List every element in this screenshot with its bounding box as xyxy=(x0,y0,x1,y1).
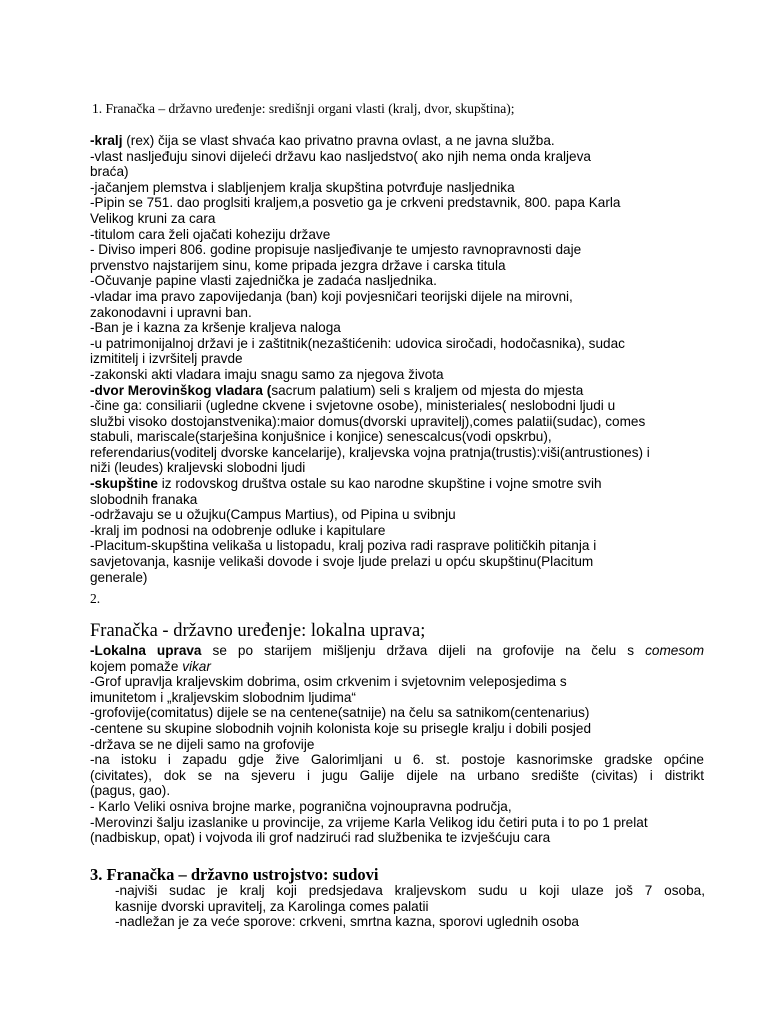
text-line xyxy=(115,883,705,899)
line-text: (pagus, gao). xyxy=(90,783,171,799)
text-line xyxy=(90,383,690,399)
text-line xyxy=(90,737,704,753)
line-text: savjetovanja, kasnije velikaši dovode i svoje ljude prelazi u opću skupštinu(Placitum xyxy=(90,554,594,570)
text-line xyxy=(90,336,690,352)
text-line xyxy=(90,705,704,721)
text-line xyxy=(90,133,690,149)
line-text: -održavaju se u ožujku(Campus Martius), od Pipina u svibnju xyxy=(90,507,456,523)
text-line xyxy=(90,799,704,815)
text-line xyxy=(90,659,704,675)
line-text: imunitetom i „kraljevskim slobodnim ljudima“ xyxy=(90,689,356,705)
line-text: -u patrimonijalnoj državi je i zaštitnik(nezaštićenih: udovica siročadi, hodočasnika), sudac xyxy=(90,335,625,351)
line-text: -Placitum-skupština velikaša u listopadu, kralj poziva radi rasprave političkih pitanja i xyxy=(90,538,597,554)
text-line xyxy=(90,523,690,539)
text-line xyxy=(115,914,705,930)
text-line xyxy=(90,289,690,305)
line-text: slobodnih franaka xyxy=(90,491,198,507)
text-line xyxy=(90,554,690,570)
text-line xyxy=(90,690,704,706)
text-line xyxy=(90,815,704,831)
line-text: referendarius(voditelj dvorske kancelarije), kraljevska vojna pratnja(trustis):viši(antrustiones) i xyxy=(90,444,650,460)
section-2-heading: Franačka - državno uređenje: lokalna uprava; xyxy=(90,621,426,641)
line-text: prvenstvo najstarijem sinu, kome pripada jezgra države i carska titula xyxy=(90,257,506,273)
bold-term: -kralj xyxy=(90,133,123,148)
line-text: -vlast nasljeđuju sinovi dijeleći državu kao nasljedstvo( ako njih nema onda kraljeva xyxy=(90,148,591,164)
line-text: -Ban je i kazna za kršenje kraljeva naloga xyxy=(90,320,341,336)
line-text: Velikog kruni za cara xyxy=(90,210,216,226)
line-text: -vladar ima pravo zapovijedanja (ban) koji povjesničari teorijski dijele na mirovni, xyxy=(90,288,573,304)
text-line xyxy=(90,211,690,227)
line-text: iz rodovskog društva ostale su kao narodne skupštine i vojne smotre svih xyxy=(157,476,602,492)
text-line xyxy=(90,367,690,383)
text-line xyxy=(115,899,705,915)
text-line xyxy=(90,570,690,586)
line-text: -zakonski akti vladara imaju snagu samo za njegova života xyxy=(90,366,444,382)
text-line xyxy=(90,674,704,690)
text-line xyxy=(90,783,704,799)
text-line xyxy=(90,149,690,165)
text-line xyxy=(90,752,704,768)
line-text: se po starijem mišljenju država dijeli na grofovije na čelu s xyxy=(201,643,646,658)
line-text: službi visoko dostojanstvenika):maior domus(dvorski upravitelj),comes palatii(sudac), comes xyxy=(90,413,646,429)
text-line xyxy=(90,180,690,196)
line-text: -grofovije(comitatus) dijele se na centene(satnije) na čelu sa satnikom(centenarius) xyxy=(90,705,590,721)
line-text: -Grof upravlja kraljevskim dobrima, osim crkvenim i svjetovnim veleposjedima s xyxy=(90,674,567,690)
line-text: (rex) čija se vlast shvaća kao privatno pravna ovlast, a ne javna služba. xyxy=(122,133,555,148)
text-line xyxy=(90,429,690,445)
text-line xyxy=(90,351,690,367)
section-2-body xyxy=(90,643,704,846)
text-line xyxy=(90,476,690,492)
line-text: sacrum palatium) seli s kraljem od mjesta do mjesta xyxy=(271,382,584,398)
line-text: zakonodavni i upravni ban. xyxy=(90,304,252,320)
italic-term: vikar xyxy=(182,658,211,674)
text-line xyxy=(90,492,690,508)
line-text: -na istoku i zapadu gdje žive Galorimljani u 6. st. postoje kasnorimske gradske općine xyxy=(90,752,704,768)
text-line xyxy=(90,242,690,258)
line-text: -Pipin se 751. dao proglsiti kraljem,a posvetio ga je crkveni predstavnik, 800. papa Karla xyxy=(90,195,621,211)
section-3-body xyxy=(115,883,705,930)
line-text: -Merovinzi šalju izaslanike u provincije, za vrijeme Karla Velikog idu četiri puta i to po 1 prelat xyxy=(90,814,648,830)
line-text: -centene su skupine slobodnih vojnih kolonista koje su prisegle kralju i dobili posjed xyxy=(90,720,592,736)
line-text: -najviši sudac je kralj koji predsjedava kraljevskom sudu u koji ulaze još 7 osoba, xyxy=(115,883,705,898)
text-line xyxy=(90,830,704,846)
section-2-number: 2. xyxy=(90,591,101,606)
text-line xyxy=(90,164,690,180)
text-line xyxy=(90,721,704,737)
line-text: kasnije dvorski upravitelj, za Karolinga comes palatii xyxy=(115,898,429,914)
text-line xyxy=(90,195,690,211)
line-text: stabuli, mariscale(starješina konjušnice i konjice) senescalcus(vodi opskrbu), xyxy=(90,429,552,445)
line-text: -nadležan je za veće sporove: crkveni, smrtna kazna, sporovi uglednih osoba xyxy=(115,914,579,930)
line-text: niži (leudes) kraljevski slobodni ljudi xyxy=(90,460,306,476)
text-line xyxy=(90,305,690,321)
line-text: -čine ga: consiliarii (ugledne ckvene i svjetovne osobe), ministeriales( neslobodni ljudi u xyxy=(90,398,616,414)
text-line xyxy=(90,398,690,414)
text-line xyxy=(90,414,690,430)
bold-term: -skupštine xyxy=(90,476,158,492)
line-text: - Karlo Veliki osniva brojne marke, pogranična vojnoupravna područja, xyxy=(90,798,512,814)
section-1-heading: 1. Franačka – državno uređenje: središnji organi vlasti (kralj, dvor, skupština); xyxy=(92,101,515,116)
text-line xyxy=(90,768,704,784)
text-line xyxy=(90,445,690,461)
text-line xyxy=(90,320,690,336)
line-text: -Očuvanje papine vlasti zajednička je zadaća nasljednika. xyxy=(90,273,437,289)
line-text: braća) xyxy=(90,164,129,180)
text-line xyxy=(90,460,690,476)
text-line xyxy=(90,258,690,274)
text-line xyxy=(90,538,690,554)
line-text: -država se ne dijeli samo na grofovije xyxy=(90,736,315,752)
text-line xyxy=(90,273,690,289)
line-text: - Diviso imperi 806. godine propisuje nasljeđivanje te umjesto ravnopravnosti daje xyxy=(90,242,582,258)
italic-term: comesom xyxy=(645,643,705,658)
line-text: -kralj im podnosi na odobrenje odluke i kapitulare xyxy=(90,522,386,538)
line-text: generale) xyxy=(90,569,148,585)
line-text: izmititelj i izvršitelj pravde xyxy=(90,351,243,367)
bold-term: -Lokalna uprava xyxy=(90,643,202,658)
line-text: kojem pomaže xyxy=(90,658,183,674)
text-line xyxy=(90,227,690,243)
line-text: (nadbiskup, opat) i vojvoda ili grof nadzirući rad službenika te izvješćuju cara xyxy=(90,830,551,846)
line-text: (civitates), dok se na sjeveru i jugu Galije dijele na urbano središte (civitas) i distrikt xyxy=(90,767,704,783)
section-1-body xyxy=(90,133,690,585)
text-line xyxy=(90,643,704,659)
text-line xyxy=(90,507,690,523)
section-3-heading: 3. Franačka – državno ustrojstvo: sudovi xyxy=(90,865,379,884)
line-text: -titulom cara želi ojačati koheziju države xyxy=(90,226,331,242)
bold-term: -dvor Merovinškog vladara ( xyxy=(90,382,272,398)
line-text: -jačanjem plemstva i slabljenjem kralja skupština potvrđuje nasljednika xyxy=(90,179,515,195)
